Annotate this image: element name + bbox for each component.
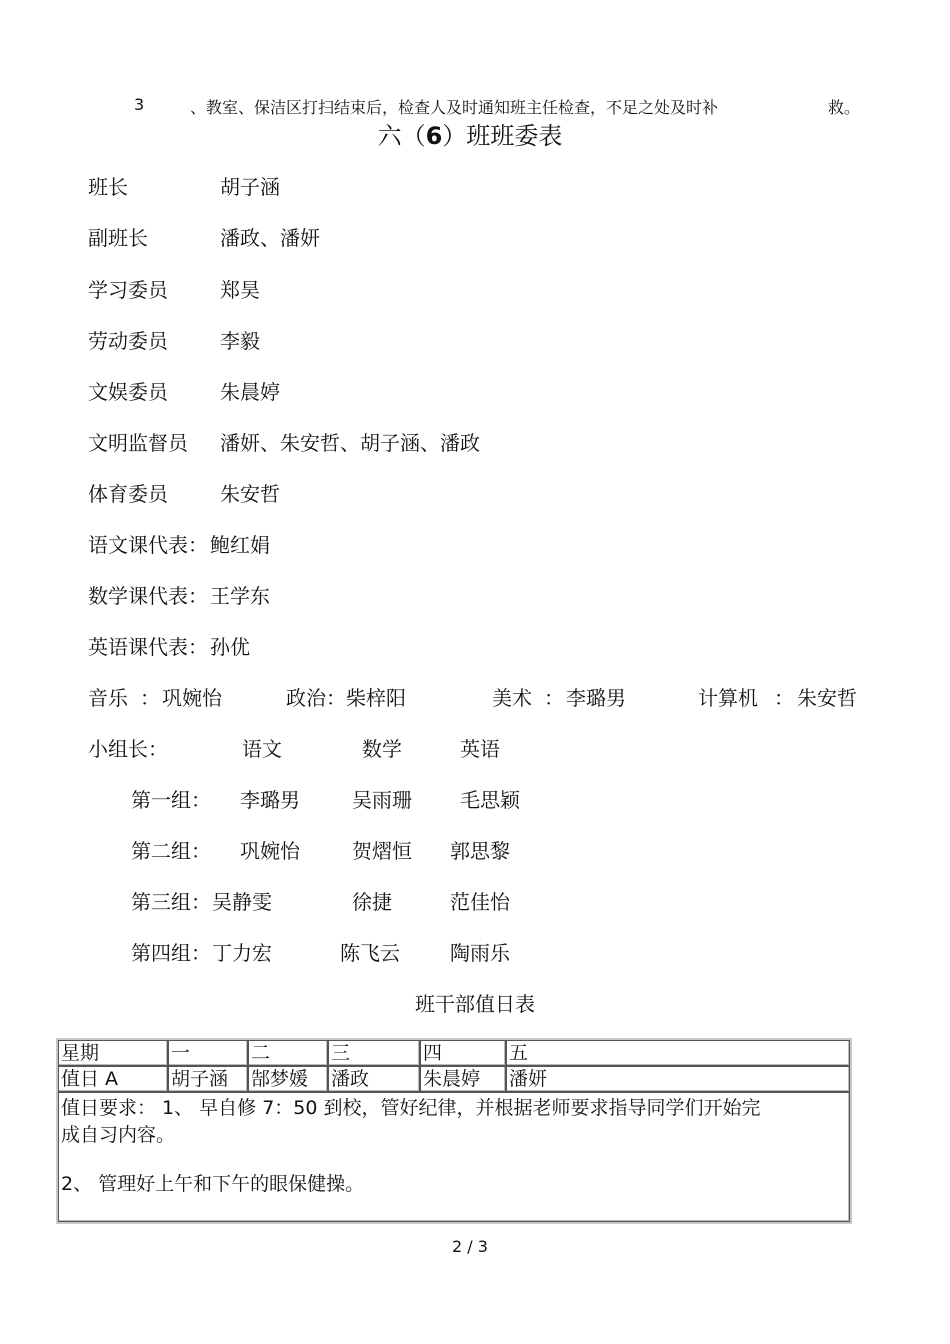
role-label: 体育委员 — [88, 482, 168, 506]
subject-name: 巩婉怡 — [162, 686, 222, 710]
group-label: 第一组： — [131, 788, 211, 812]
group-label: 第四组： — [131, 941, 211, 965]
group-member: 巩婉怡 — [240, 839, 300, 863]
table-cell: 朱晨婷 — [420, 1066, 506, 1092]
role-label: 班长 — [88, 175, 128, 199]
duty-table-title: 班干部值日表 — [415, 992, 535, 1016]
member-name: 潘政、潘妍 — [220, 226, 320, 250]
member-name: 朱晨婷 — [220, 380, 280, 404]
group-member: 毛思颖 — [460, 788, 520, 812]
group-member: 吴静雯 — [212, 890, 272, 914]
subject-name: 李璐男 — [566, 686, 626, 710]
subject-sep: ： — [140, 686, 160, 710]
subject-label: 计算机 — [698, 686, 758, 710]
rep-name: 鲍红娟 — [210, 533, 270, 557]
page-title: 六（6）班班委表 — [377, 122, 563, 150]
groups-label: 小组长： — [88, 737, 168, 761]
table-row — [58, 1092, 850, 1222]
rep-label: 语文课代表： — [88, 533, 208, 557]
note-text: 、教室、保洁区打扫结束后，检查人及时通知班主任检查，不足之处及时补 — [190, 98, 719, 117]
group-member: 贺熠恒 — [352, 839, 412, 863]
table-header-cell: 一 — [168, 1040, 248, 1066]
group-subject: 语文 — [242, 737, 282, 761]
table-cell: 潘政 — [328, 1066, 420, 1092]
table-cell: 潘妍 — [506, 1066, 850, 1092]
table-header-cell: 四 — [420, 1040, 506, 1066]
group-member: 郭思黎 — [450, 839, 510, 863]
group-member: 范佳怡 — [450, 890, 510, 914]
role-label: 副班长 — [88, 226, 148, 250]
note-number: 3 — [134, 95, 145, 114]
role-label: 文明监督员 — [88, 431, 188, 455]
group-member: 丁力宏 — [212, 941, 272, 965]
group-subject: 数学 — [362, 737, 402, 761]
table-row — [58, 1040, 850, 1066]
member-name: 李毅 — [220, 329, 260, 353]
subject-label: 政治： — [286, 686, 346, 710]
requirement-line: 2、 管理好上午和下午的眼保健操。 — [61, 1173, 365, 1195]
role-label: 劳动委员 — [88, 329, 168, 353]
note-tail: 救。 — [828, 98, 861, 117]
group-member: 吴雨珊 — [352, 788, 412, 812]
requirement-line: 值日要求： 1、 早自修 7：50 到校，管好纪律，并根据老师要求指导同学们开始完 — [61, 1097, 761, 1119]
rep-label: 英语课代表： — [88, 635, 208, 659]
member-name: 胡子涵 — [220, 175, 280, 199]
role-label: 文娱委员 — [88, 380, 168, 404]
requirement-line: 成自习内容。 — [61, 1124, 176, 1146]
role-label: 学习委员 — [88, 278, 168, 302]
subject-sep: ： — [774, 686, 794, 710]
duty-table — [56, 1038, 852, 1224]
subject-label: 美术 — [492, 686, 532, 710]
group-member: 徐捷 — [352, 890, 392, 914]
table-header-cell: 二 — [248, 1040, 328, 1066]
table-header-cell: 星期 — [58, 1040, 168, 1066]
group-label: 第三组： — [131, 890, 211, 914]
table-row — [58, 1066, 850, 1092]
subject-label: 音乐 — [88, 686, 128, 710]
subject-name: 柴梓阳 — [346, 686, 406, 710]
table-header-cell: 三 — [328, 1040, 420, 1066]
table-cell: 胡子涵 — [168, 1066, 248, 1092]
group-member: 陶雨乐 — [450, 941, 510, 965]
group-label: 第二组： — [131, 839, 211, 863]
group-subject: 英语 — [460, 737, 500, 761]
rep-name: 孙优 — [210, 635, 250, 659]
requirement-gap — [61, 1149, 847, 1171]
table-cell: 郜梦媛 — [248, 1066, 328, 1092]
subject-name: 朱安哲 — [797, 686, 857, 710]
page-number: 2 / 3 — [452, 1237, 488, 1256]
subject-sep: ： — [544, 686, 564, 710]
member-name: 潘妍、朱安哲、胡子涵、潘政 — [220, 431, 480, 455]
group-member: 李璐男 — [240, 788, 300, 812]
rep-name: 王学东 — [210, 584, 270, 608]
rep-label: 数学课代表： — [88, 584, 208, 608]
member-name: 朱安哲 — [220, 482, 280, 506]
table-cell: 值日 A — [58, 1066, 168, 1092]
duty-requirements — [58, 1092, 850, 1222]
member-name: 郑昊 — [220, 278, 260, 302]
group-member: 陈飞云 — [340, 941, 400, 965]
table-header-cell: 五 — [506, 1040, 850, 1066]
